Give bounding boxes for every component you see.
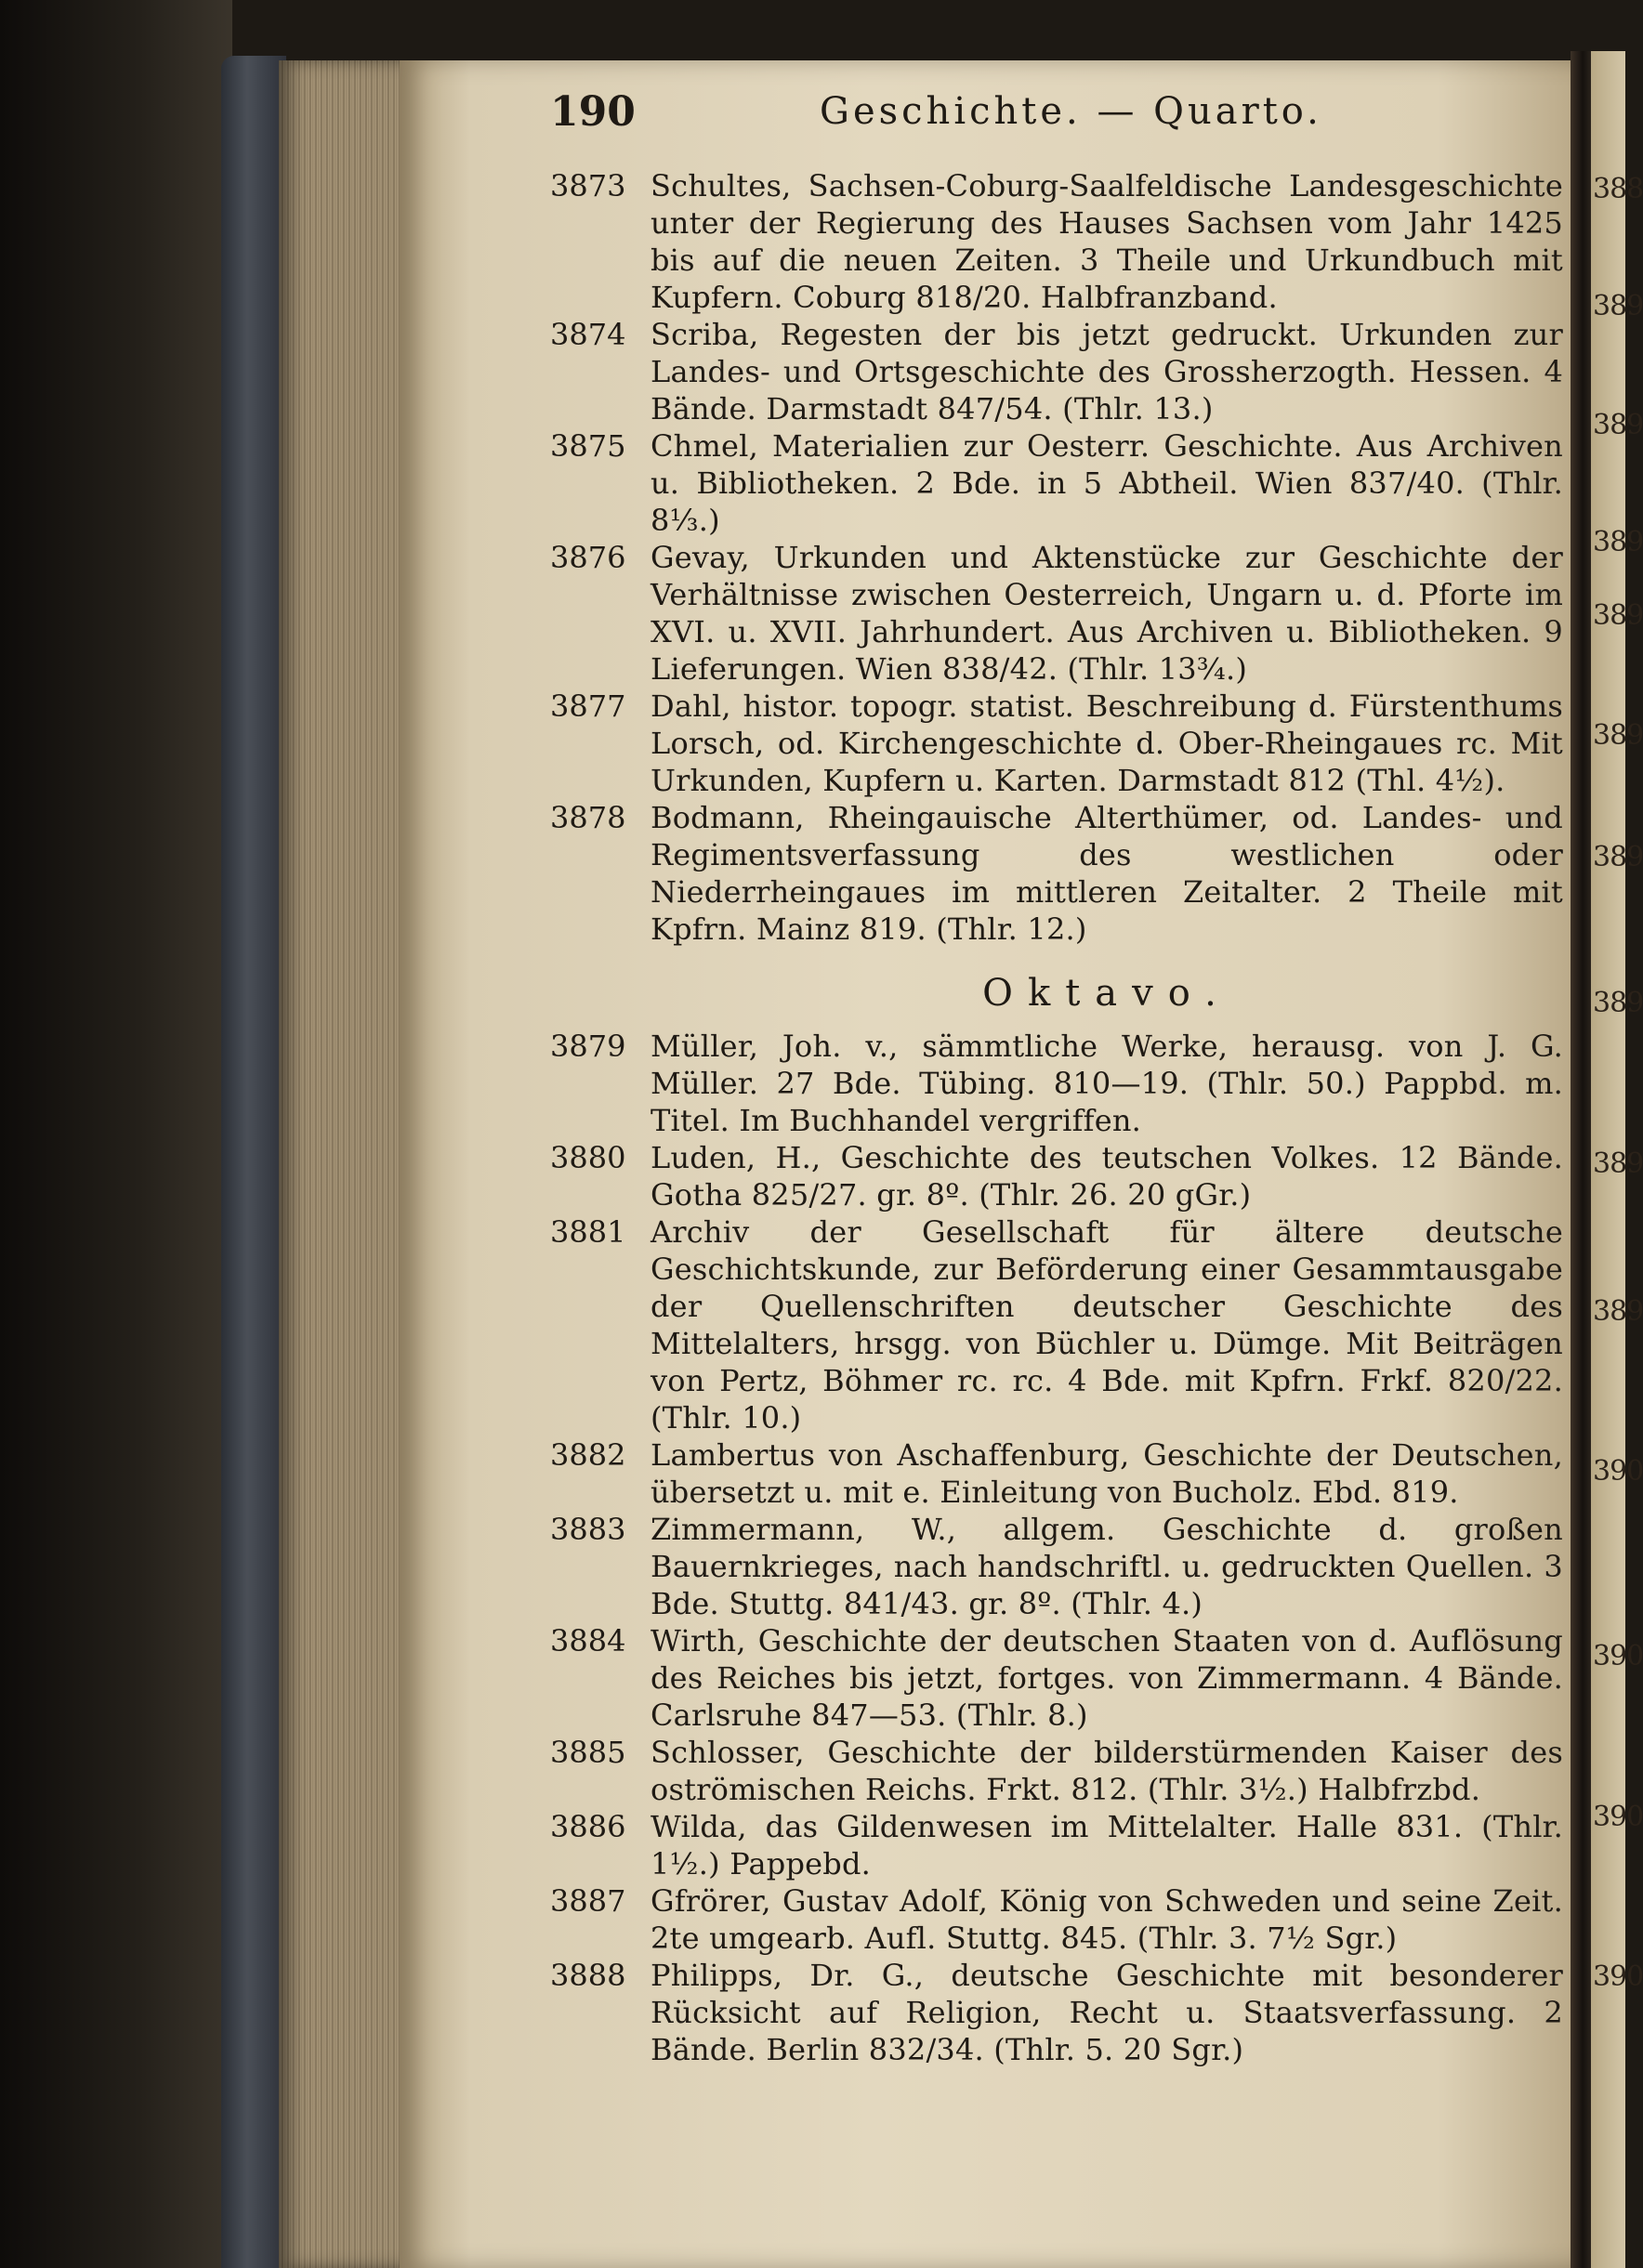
next-page-number-fragment: 389 — [1593, 409, 1643, 441]
next-page-number-fragment: 390 — [1593, 1640, 1643, 1672]
next-page-number-fragment: 389 — [1593, 1147, 1643, 1180]
entry-number: 3883 — [550, 1512, 626, 1547]
catalog-entry — [550, 427, 1563, 539]
section-heading: Oktavo. — [982, 972, 1231, 1015]
next-page-number-fragment: 390 — [1593, 1801, 1643, 1833]
entry-number: 3878 — [550, 800, 626, 835]
entry-text: Dahl, histor. topogr. statist. Beschreibung d. Fürstenthums Lorsch, od. Kirchengeschichte d. Ober-Rheingaues rc. Mit Urkunden, Kupfern u. Karten. Darmstadt 812 (Thl. 4½). — [651, 688, 1563, 798]
book-gutter — [1571, 51, 1591, 2268]
entry-text: Müller, Joh. v., sämmtliche Werke, herausg. von J. G. Müller. 27 Bde. Tübing. 810—19. (Thlr. 50.) Pappbd. m. Titel. Im Buchhandel vergriffen. — [651, 1029, 1563, 1138]
next-page-number-fragment: 389 — [1593, 290, 1643, 322]
catalog-entry — [550, 1734, 1563, 1808]
entry-number: 3875 — [550, 428, 626, 464]
entry-text: Lambertus von Aschaffenburg, Geschichte der Deutschen, übersetzt u. mit e. Einleitung von Bucholz. Ebd. 819. — [651, 1437, 1563, 1510]
entry-text: Scriba, Regesten der bis jetzt gedruckt. Urkunden zur Landes- und Ortsgeschichte des Grossherzogth. Hessen. 4 Bände. Darmstadt 847/54. (Thlr. 13.) — [651, 317, 1563, 426]
catalog-entry — [550, 539, 1563, 688]
entry-number: 3884 — [550, 1623, 626, 1658]
entry-text: Philipps, Dr. G., deutsche Geschichte mit besonderer Rücksicht auf Religion, Recht u. Staatsverfassung. 2 Bände. Berlin 832/34. (Thlr. 5. 20 Sgr.) — [651, 1958, 1563, 2067]
book-cover-board — [221, 56, 286, 2268]
page-number: 190 — [550, 88, 636, 136]
catalog-entry — [550, 1957, 1563, 2068]
entry-text: Gevay, Urkunden und Aktenstücke zur Geschichte der Verhältnisse zwischen Oesterreich, Ungarn u. d. Pforte im XVI. u. XVII. Jahrhundert. Aus Archiven u. Bibliotheken. 9 Lieferungen. Wien 838/42. (Thlr. 13¾.) — [651, 540, 1563, 687]
next-page-number-fragment: 389 — [1593, 1295, 1643, 1328]
running-head — [550, 88, 1572, 144]
next-page-number-fragment: 389 — [1593, 526, 1643, 558]
running-title: Geschichte. — Quarto. — [820, 90, 1322, 133]
next-page-number-fragment: 390 — [1593, 1960, 1643, 1993]
catalog-entry — [550, 1511, 1563, 1622]
entry-number: 3888 — [550, 1958, 626, 1993]
next-page-number-fragment: 389 — [1593, 599, 1643, 632]
page-edges — [279, 60, 409, 2268]
catalog-entry — [550, 1436, 1563, 1511]
next-page-number-fragment: 389 — [1593, 841, 1643, 873]
catalog-entry — [550, 1028, 1563, 1139]
entry-text: Wirth, Geschichte der deutschen Staaten von d. Auflösung des Reiches bis jetzt, fortges. von Zimmermann. 4 Bände. Carlsruhe 847—53. (Thlr. 8.) — [651, 1623, 1563, 1733]
entry-number: 3885 — [550, 1735, 626, 1770]
catalog-entry — [550, 799, 1563, 948]
catalog-entry — [550, 1808, 1563, 1882]
entry-number: 3873 — [550, 168, 626, 203]
entry-text: Chmel, Materialien zur Oesterr. Geschichte. Aus Archiven u. Bibliotheken. 2 Bde. in 5 Abtheil. Wien 837/40. (Thlr. 8⅓.) — [651, 428, 1563, 538]
entry-number: 3876 — [550, 540, 626, 575]
catalog-entry — [550, 1882, 1563, 1957]
next-page-number-fragment: 390 — [1593, 1455, 1643, 1488]
entry-text: Schultes, Sachsen-Coburg-Saalfeldische Landesgeschichte unter der Regierung des Hauses Sachsen vom Jahr 1425 bis auf die neuen Zeiten. 3 Theile und Urkundbuch mit Kupfern. Coburg 818/20. Halbfranzband. — [651, 168, 1563, 315]
catalog-entry — [550, 1622, 1563, 1734]
entry-number: 3881 — [550, 1214, 626, 1250]
catalog-entry — [550, 316, 1563, 427]
entry-text: Gfrörer, Gustav Adolf, König von Schweden und seine Zeit. 2te umgearb. Aufl. Stuttg. 845. (Thlr. 3. 7½ Sgr.) — [651, 1883, 1563, 1956]
entry-number: 3886 — [550, 1809, 626, 1844]
catalog-entry — [550, 167, 1563, 316]
entry-text: Schlosser, Geschichte der bilderstürmenden Kaiser des oströmischen Reichs. Frkt. 812. (Thlr. 3½.) Halbfrzbd. — [651, 1735, 1563, 1807]
entry-text: Archiv der Gesellschaft für ältere deutsche Geschichtskunde, zur Beförderung einer Gesammtausgabe der Quellenschriften deutscher Geschichte des Mittelalters, hrsgg. von Büchler u. Dümge. Mit Beiträgen von Pertz, Böhmer rc. rc. 4 Bde. mit Kpfrn. Frkf. 820/22. (Thlr. 10.) — [651, 1214, 1563, 1436]
entry-number: 3877 — [550, 688, 626, 724]
catalog-entry — [550, 1213, 1563, 1436]
entry-number: 3874 — [550, 317, 626, 352]
oktavo-entry-list — [550, 1028, 1563, 2068]
entry-text: Wilda, das Gildenwesen im Mittelalter. Halle 831. (Thlr. 1½.) Pappebd. — [651, 1809, 1563, 1881]
entry-number: 3879 — [550, 1029, 626, 1064]
entry-number: 3880 — [550, 1140, 626, 1175]
entry-text: Bodmann, Rheingauische Alterthümer, od. Landes- und Regimentsverfassung des westlichen oder Niederrheingaues im mittleren Zeitalter. 2 Theile mit Kpfrn. Mainz 819. (Thlr. 12.) — [651, 800, 1563, 947]
catalog-entry — [550, 1139, 1563, 1213]
next-page-number-fragment: 389 — [1593, 719, 1643, 752]
entry-number: 3887 — [550, 1883, 626, 1919]
entry-text: Zimmermann, W., allgem. Geschichte d. großen Bauernkrieges, nach handschriftl. u. gedruckten Quellen. 3 Bde. Stuttg. 841/43. gr. 8º. (Thlr. 4.) — [651, 1512, 1563, 1621]
next-page-number-fragment: 388 — [1593, 173, 1643, 205]
quarto-entry-list — [550, 167, 1563, 948]
entry-number: 3882 — [550, 1437, 626, 1473]
background-left — [0, 0, 232, 2268]
catalog-entry — [550, 688, 1563, 799]
catalog-entries — [550, 167, 1563, 2068]
next-page-number-fragment: 389 — [1593, 987, 1643, 1019]
entry-text: Luden, H., Geschichte des teutschen Volkes. 12 Bände. Gotha 825/27. gr. 8º. (Thlr. 26. 20 gGr.) — [651, 1140, 1563, 1213]
